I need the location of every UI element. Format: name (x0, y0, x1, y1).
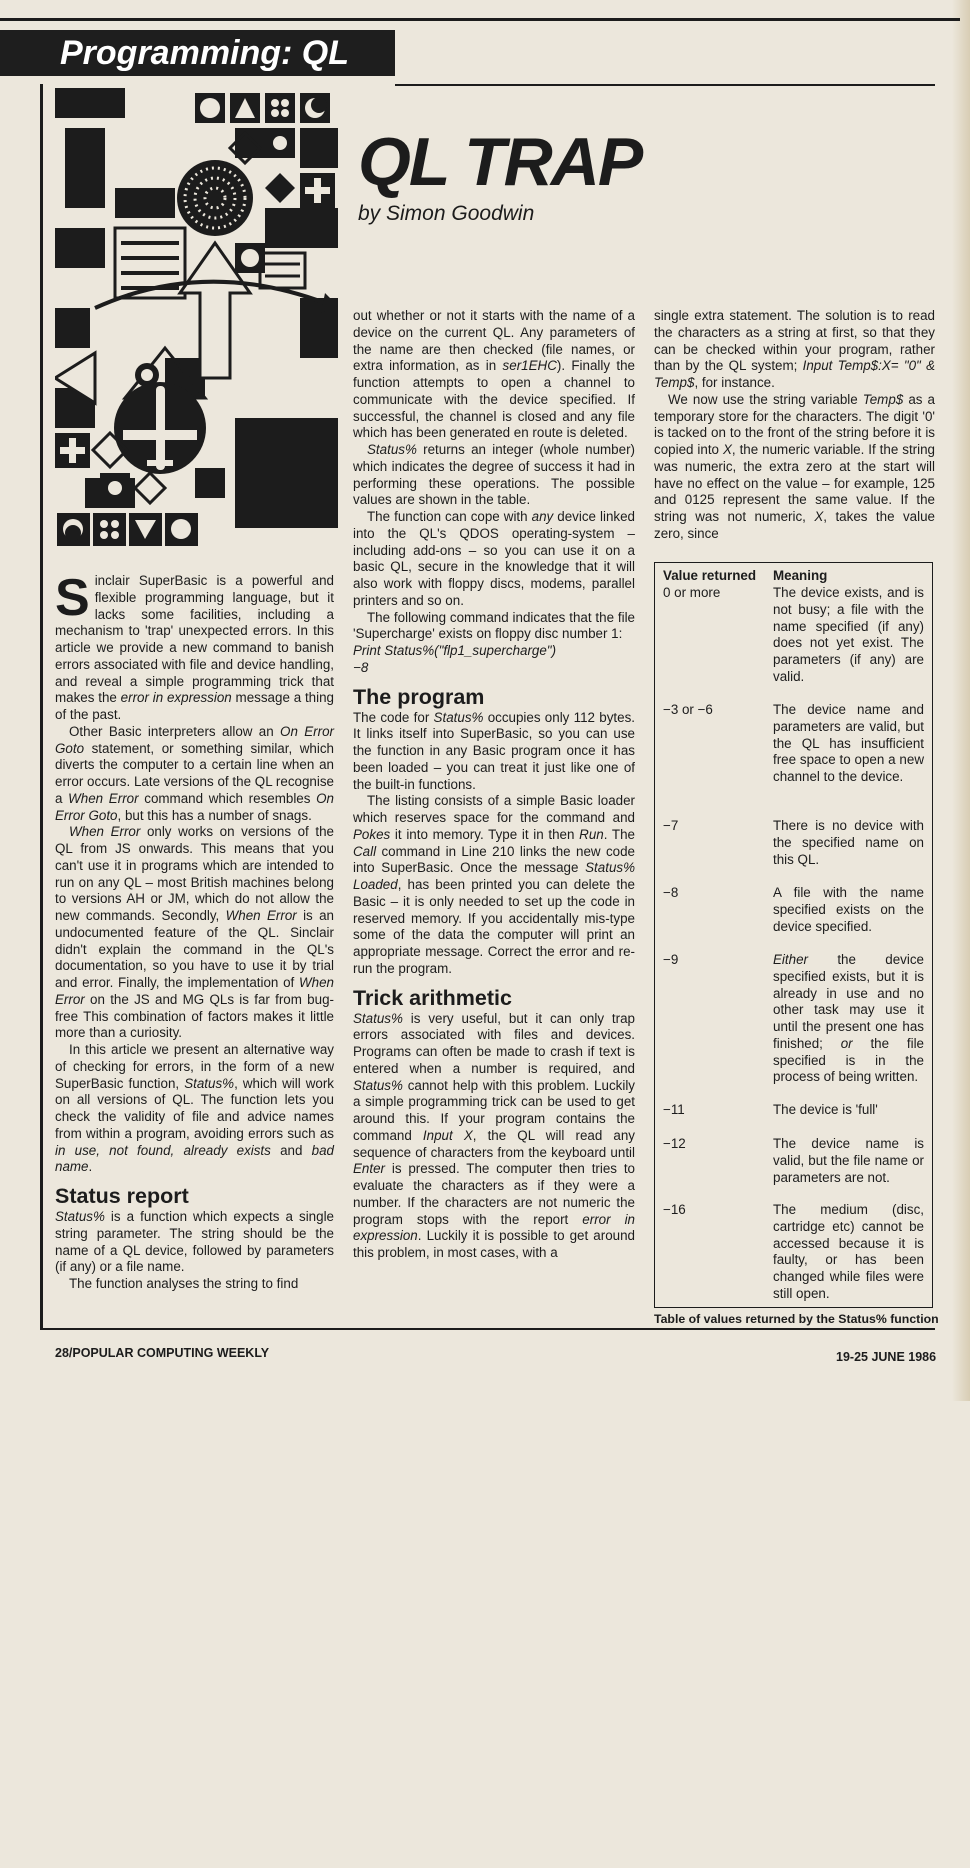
text: as a temporary store for the characters. The digit '0' is tacked on to the front of the string before it is copied into (654, 391, 935, 457)
text-emphasis: On Error Goto (55, 790, 334, 823)
column-1 (55, 569, 335, 1293)
text-emphasis: Status% (184, 1075, 235, 1091)
table-cell-value: −12 (663, 1136, 686, 1151)
code-output: −8 (353, 659, 369, 675)
text: and (270, 1142, 312, 1158)
text: , but this has a number of snags. (117, 807, 312, 823)
table-header-meaning: Meaning (773, 568, 828, 583)
text-emphasis: Status% (367, 442, 417, 457)
text: , for instance. (694, 375, 775, 390)
text: occupies only 112 bytes. It links itself into SuperBasic, so you can use the function in any Basic program once it has been loaded – you can treat it just like one of the built-in functions. (353, 709, 635, 792)
text-emphasis: Either (773, 952, 808, 967)
table-cell-value: −9 (663, 952, 679, 967)
table-cell-meaning: The medium (disc, cartridge etc) cannot be accessed because it is faulty, or has been changed while files were still open. (773, 1202, 924, 1301)
table-cell-meaning (773, 952, 924, 1086)
text-emphasis: or (840, 1035, 853, 1051)
text: is an undocumented feature of the QL. Sinclair didn't explain the command in the QL's documentation, so you have to use it by trial and error. Finally, the implementation of (55, 908, 334, 990)
text-emphasis: Status% Loaded (353, 860, 635, 892)
text-emphasis: Temp$ (862, 391, 904, 407)
text-emphasis: On Error Goto (55, 723, 334, 756)
text-emphasis: When Error (69, 824, 141, 840)
text: Other Basic interpreters allow an (69, 723, 281, 739)
paragraph (353, 793, 635, 977)
text: ). Finally the function attempts to open a channel to communicate with the device specified. If successful, the channel is closed and any file which has been generated en route is deleted. (353, 358, 635, 441)
text-emphasis: Run (579, 826, 604, 842)
text-emphasis: in use, not found, already exists (55, 1142, 271, 1158)
text: is pressed. The computer then tries to evaluate the characters as if they were a number. If the characters are not numeric the program stops with the report (353, 1161, 635, 1227)
paragraph (55, 1042, 334, 1176)
text-emphasis: Status% (433, 709, 484, 725)
text: command in Line 210 links the new code into SuperBasic. Once the message (353, 843, 635, 876)
text: the device specified exists, but it is already in use and no other task may use it until the present one has finished; (773, 952, 924, 1051)
text: statement, or something similar, which diverts the computer to a certain line when an error occurs. Late versions of the QL recognise a (55, 740, 334, 806)
page-edge-shadow (952, 0, 970, 1401)
text: , has been printed you can delete the Basic – it is only needed to set up the code in reserved memory. If you accidentally mis-type some of the data the computer will print an appropriate message. Correct the error and re-run the program. (353, 877, 635, 976)
text-emphasis: any (531, 509, 554, 524)
text: inclair SuperBasic is a powerful and flexible programming language, but it lacks some facilities, including a mechanism to 'trap' unexpected errors. In this article we provide a new command to banish errors associated with file and device handling, and reveal a simple programming trick that makes the (55, 573, 334, 706)
status-values-table (654, 562, 933, 1868)
paragraph: The following command indicates that the file 'Supercharge' exists on floppy disc number 1: (353, 609, 635, 642)
text: single extra statement. The solution is to read the characters as a string at first, so that they can be checked within your program, rather than by the QL system; (654, 308, 935, 374)
paragraph (353, 710, 635, 794)
paragraph: The function analyses the string to find (69, 1276, 299, 1291)
text-emphasis: Status% (55, 1209, 105, 1224)
drop-cap: S (55, 569, 90, 627)
paragraph (654, 308, 935, 392)
table-cell-meaning: The device name is valid, but the file name or parameters are not. (773, 1136, 924, 1185)
text: cannot help with this problem. Luckily a simple programming trick can be used to get around this. If your program contains the command (353, 1077, 635, 1143)
table-header-value: Value returned (663, 568, 757, 583)
heading-status-report: Status report (55, 1184, 189, 1208)
text: is a function which expects a single string parameter. The string should be the name of a QL device, followed by parameters (if any) or a file name. (55, 1209, 334, 1275)
table-cell-value: −16 (663, 1202, 686, 1217)
footer-date: 19-25 JUNE 1986 (836, 1350, 937, 1364)
illustration (55, 88, 338, 548)
bottom-rule (40, 1328, 935, 1330)
text: it into memory. Type it in then (390, 826, 580, 842)
text-emphasis: When Error (225, 908, 297, 923)
text-emphasis: When Error (55, 975, 334, 1007)
text-emphasis: When Error (68, 790, 139, 806)
text: command which resembles (138, 790, 317, 806)
intro-paragraph (55, 569, 334, 724)
text: . The (603, 826, 635, 842)
column-2 (353, 308, 635, 1262)
table-cell-meaning: The device is 'full' (773, 1102, 878, 1117)
text: The listing consists of a simple Basic loader which reserves space for the command and (353, 793, 635, 825)
text: , takes the value zero, since (654, 509, 935, 541)
paragraph (55, 824, 334, 1042)
table-cell-meaning: A file with the name specified exists on the device specified. (773, 885, 924, 934)
text-emphasis: Enter (353, 1161, 386, 1177)
paragraph (55, 724, 334, 825)
text-emphasis: ser1EHC (502, 358, 557, 374)
text-emphasis: Status% (353, 1077, 403, 1093)
text-emphasis: Call (353, 843, 377, 859)
text: , the QL will read any sequence of characters from the keyboard until (353, 1127, 636, 1160)
text: We now use the string variable (668, 391, 863, 407)
table-cell-value: −8 (663, 885, 679, 900)
text-emphasis: X (814, 509, 824, 524)
table-cell-value: −3 or −6 (663, 702, 713, 717)
paragraph (654, 392, 935, 543)
article-title: QL TRAP (358, 124, 642, 200)
table-cell-value: −7 (663, 818, 679, 833)
text: is very useful, but it can only trap errors associated with files and devices. Programs can often be made to crash if text is entered when a number is required, and (353, 1010, 635, 1076)
heading-trick-arithmetic: Trick arithmetic (353, 985, 512, 1010)
left-column-rule (40, 84, 43, 1329)
byline: by Simon Goodwin (358, 202, 535, 225)
text-emphasis: bad name (55, 1142, 334, 1175)
code-line: Print Status%("flp1_supercharge") (353, 643, 557, 658)
paragraph (353, 509, 635, 610)
table-cell-meaning: The device exists, and is not busy; a file with the name specified (if any) does not yet exist. The parameters (if any) are valid. (773, 585, 924, 684)
text: , the numeric variable. If the string was numeric, the extra zero at the start will have no effect on the value – for example, 125 and 0125 represent the same value. If the string was not numeric, (654, 442, 935, 524)
paragraph (55, 1209, 334, 1276)
text-emphasis: X (722, 442, 732, 457)
table-cell-meaning: The device name and parameters are valid, but the QL has insufficient free space to open a new channel to the device. (773, 702, 924, 784)
table-cell-value: −11 (663, 1102, 685, 1117)
column-3 (654, 308, 935, 543)
table-cell-value: 0 or more (663, 585, 721, 600)
table-caption: Table of values returned by the Status% function (654, 1312, 939, 1326)
text: the file specified is in the process of being written. (773, 1035, 924, 1085)
table-cell-meaning: There is no device with the specified name on this QL. (773, 818, 924, 867)
paragraph (353, 1011, 635, 1262)
text-emphasis: Status% (353, 1010, 403, 1026)
heading-the-program: The program (353, 684, 485, 709)
text: device linked into the QL's QDOS operating-system – including add-ons – so you can use it on a basic QL, secure in the knowledge that it will also work with floppy discs, modems, parallel printers and so on. (353, 509, 635, 608)
top-rule (0, 18, 960, 21)
text-emphasis: Pokes (353, 826, 391, 842)
text: The code for (353, 709, 434, 725)
text: . (88, 1159, 93, 1175)
text: returns an integer (whole number) which indicates the degree of success it had in performing these operations. The possible values are shown in the table. (353, 442, 635, 508)
text: out whether or not it starts with the name of a device on the current QL. Any parameters of the name are then checked (file names, or extra information, as in (353, 308, 635, 374)
text: The function can cope with (367, 509, 532, 524)
text-emphasis: error in expression (353, 1211, 635, 1244)
header-rule (395, 84, 935, 86)
text-emphasis: Input Temp$:X= "0" & Temp$ (654, 358, 935, 390)
text: only works on versions of the QL from JS onwards. This means that you can't use it in programs which are intended to run on any QL – most British machines belong to versions AH or JM, which do not allow the new commands. Secondly, (55, 824, 334, 923)
text-emphasis: error in expression (120, 690, 232, 706)
text: message a thing of the past. (55, 690, 334, 722)
section-label: Programming: QL (60, 34, 350, 72)
text: . Luckily it is possible to get around this problem, in most cases, with a (353, 1228, 635, 1260)
text-emphasis: Input X (422, 1127, 473, 1143)
text: on the JS and MG QLs is far from bug-free This combination of factors makes it little more than a curiosity. (55, 991, 334, 1041)
text: In this article we present an alternative way of checking for errors, in the form of a new SuperBasic function, (55, 1042, 334, 1091)
text: , which will work on all versions of QL. The function lets you check the validity of file and advice names from within a program, avoiding errors such as (55, 1075, 335, 1141)
footer-page-label: 28/POPULAR COMPUTING WEEKLY (55, 1346, 270, 1360)
paragraph (353, 308, 635, 442)
paragraph (353, 442, 635, 509)
